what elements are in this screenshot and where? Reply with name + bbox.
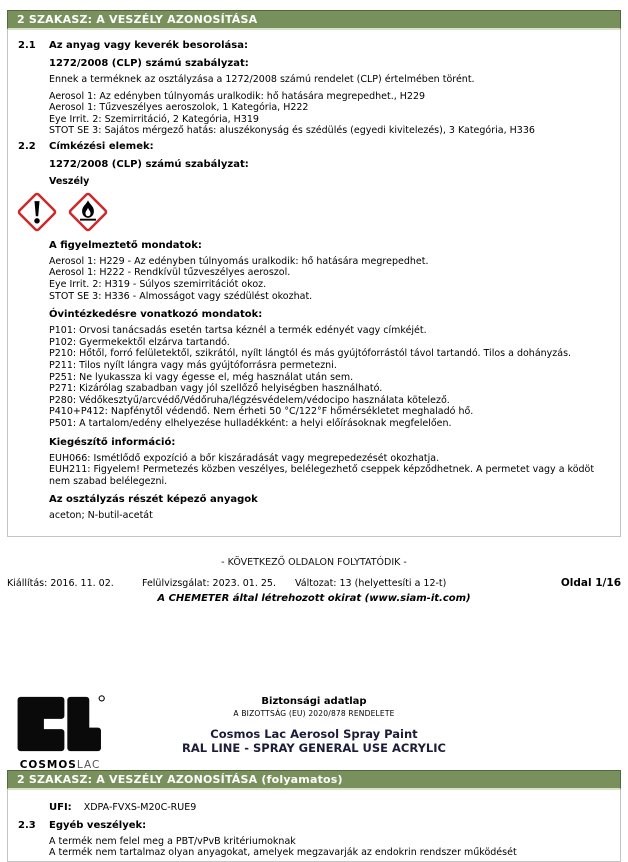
- generator-note: A CHEMETER által létrehozott okirat (www.siam-it.com): [157, 592, 471, 604]
- logo-wordmark-bold: COSMOS: [19, 758, 77, 771]
- classification-line: Eye Irrit. 2: Szemirritáció, 2 Kategória, H319: [49, 113, 259, 125]
- hazard-statement-line: Aerosol 1: H229 - Az edényben túlnyomás uralkodik: hő hatására megrepedhet.: [49, 255, 429, 267]
- section-2-body: [7, 30, 621, 537]
- other-hazard-line: A termék nem tartalmaz olyan anyagokat, amelyek megzavarják az endokrin rendszer működését: [49, 847, 517, 859]
- warning-statements-heading: A figyelmeztető mondatok:: [49, 239, 202, 251]
- hazard-statement-line: STOT SE 3: H336 - Almosságot vagy szédülést okozhat.: [49, 290, 313, 302]
- document-type: Biztonsági adatlap: [261, 695, 367, 707]
- logo-wordmark-light: LAC: [76, 758, 101, 771]
- section-2-continued-header-label: 2 SZAKASZ: A VESZÉLY AZONOSÍTÁSA (folyamatos): [17, 772, 343, 786]
- ufi-row: [49, 802, 612, 813]
- substances-line: aceton; N-butil-acetát: [49, 510, 153, 522]
- precautionary-line: P210: Hőtől, forró felületektől, szikrától, nyílt lángtól és más gyújtóforrástól távol tartandó. Tilos a dohányzás.: [49, 348, 572, 360]
- cosmoslac-logo-mark-icon: [14, 739, 106, 758]
- precautionary-line: P410+P412: Napfénytől védendő. Nem érheti 50 °C/122°F hőmérsékletet meghaladó hő.: [49, 406, 474, 418]
- page-2-header: [0, 690, 628, 770]
- clause-2-1: [18, 40, 612, 51]
- regulation-heading-2: 1272/2008 (CLP) számú szabályzat:: [49, 158, 249, 170]
- hazard-statements-list: [49, 256, 612, 302]
- substances-heading: Az osztályzás részét képező anyagok: [49, 494, 258, 506]
- precautionary-line: P251: Ne lyukassza ki vagy égesse el, még használat után sem.: [49, 371, 354, 383]
- classification-intro: Ennek a terméknek az osztályzása a 1272/2008 számú rendelet (CLP) értelmében törént.: [49, 74, 475, 85]
- product-title-line-1: Cosmos Lac Aerosol Spray Paint: [210, 726, 418, 741]
- ufi-value: XDPA-FVXS-M20C-RUE9: [83, 801, 197, 813]
- section-2-continued-body: [7, 790, 621, 862]
- precautionary-line: P102: Gyermekektől elzárva tartandó.: [49, 336, 230, 348]
- signal-word: Veszély: [49, 175, 90, 187]
- precautionary-line: P271: Kizárólag szabadban vagy jól szellőző helyiségben használható.: [49, 383, 383, 395]
- ghs-flame-icon: [67, 191, 109, 233]
- section-2-header-label: 2 SZAKASZ: A VESZÉLY AZONOSÍTÁSA: [17, 13, 258, 26]
- page-top-margin: [0, 0, 628, 10]
- supplementary-heading: Kiegészítő információ:: [49, 436, 176, 448]
- clause-2-3-title: Egyéb veszélyek:: [49, 819, 147, 831]
- hazard-statement-line: Aerosol 1: H222 - Rendkívül tűzveszélyes aeroszol.: [49, 267, 291, 279]
- section-2-continued-header: [7, 770, 621, 790]
- classification-line: Aerosol 1: Tűzveszélyes aeroszolok, 1 Kategória, H222: [49, 102, 309, 114]
- product-title-line-2: RAL LINE - SPRAY GENERAL USE ACRYLIC: [182, 740, 446, 755]
- regulation-reference: A BIZOTTSÁG (EU) 2020/878 RENDELETE: [233, 708, 395, 718]
- supplementary-line: EUH211: Figyelem! Permetezés közben veszélyes, belélegezhető cseppek képződhetnek. A permetet vagy a ködöt nem szabad belélegezni.: [49, 464, 595, 487]
- classification-line: Aerosol 1: Az edényben túlnyomás uralkodik: hő hatására megrepedhet., H229: [49, 90, 426, 102]
- clause-2-3: [18, 820, 612, 831]
- precautionary-list: [49, 325, 612, 429]
- footer-page-number: Oldal 1/16: [560, 576, 621, 589]
- page-2: [0, 690, 628, 862]
- supplementary-list: [49, 453, 612, 488]
- ghs-pictograms: [16, 191, 612, 233]
- regulation-heading-1: 1272/2008 (CLP) számú szabályzat:: [49, 58, 249, 69]
- other-hazard-line: A termék nem felel meg a PBT/vPvB kritériumoknak: [49, 835, 296, 847]
- precautionary-line: P501: A tartalom/edény elhelyezése hulladékként: a helyi előírásoknak megfelelően.: [49, 418, 452, 429]
- logo-wordmark: [8, 759, 112, 771]
- supplementary-line: EUH066: Ismétlődő expozíció a bőr kiszáradását vagy megrepedezését okozhatja.: [49, 452, 440, 464]
- precautionary-line: P280: Védőkesztyű/arcvédő/Védőruha/légzésvédelem/védocipo használata kötelező.: [49, 394, 450, 406]
- page-separator: [0, 604, 628, 690]
- precautionary-heading: Óvintézkedésre vonatkozó mondatok:: [49, 309, 263, 321]
- page-1: [0, 10, 628, 604]
- footer-issued-date: Kiállítás: 2016. 11. 02.: [7, 577, 114, 589]
- footer-version: Változat: 13 (helyettesíti a 12-t): [295, 577, 447, 589]
- clause-2-2: [18, 141, 612, 152]
- ghs-exclamation-icon: [16, 191, 58, 233]
- classification-line: STOT SE 3: Sajátos mérgező hatás: aluszékonyság és szédülés (egyedi kivitelezés), 3 Kategória, H336: [49, 125, 535, 137]
- hazard-statement-line: Eye Irrit. 2: H319 - Súlyos szemirritációt okoz.: [49, 279, 267, 291]
- clause-2-3-number: 2.3: [18, 819, 36, 831]
- precautionary-line: P211: Tilos nyílt lángra vagy más gyújtóforrásra permetezni.: [49, 360, 337, 372]
- clause-2-1-title: Az anyag vagy keverék besorolása:: [49, 40, 248, 51]
- continued-on-next-page-note: - KÖVETKEZŐ OLDALON FOLYTATÓDIK -: [221, 556, 407, 568]
- other-hazards-list: [49, 836, 612, 859]
- clause-2-1-number: 2.1: [18, 40, 36, 51]
- clause-2-2-title: Címkézési elemek:: [49, 140, 154, 152]
- classification-list: [49, 91, 612, 137]
- company-logo: [8, 694, 112, 771]
- clause-2-2-number: 2.2: [18, 140, 36, 152]
- footer-revision-date: Felülvizsgálat: 2023. 01. 25.: [142, 577, 276, 589]
- precautionary-line: P101: Orvosi tanácsadás esetén tartsa kéznél a termék edényét vagy címkéjét.: [49, 325, 427, 337]
- section-2-header: [7, 10, 621, 30]
- page-footer: [7, 577, 621, 589]
- ufi-label: UFI:: [49, 801, 72, 813]
